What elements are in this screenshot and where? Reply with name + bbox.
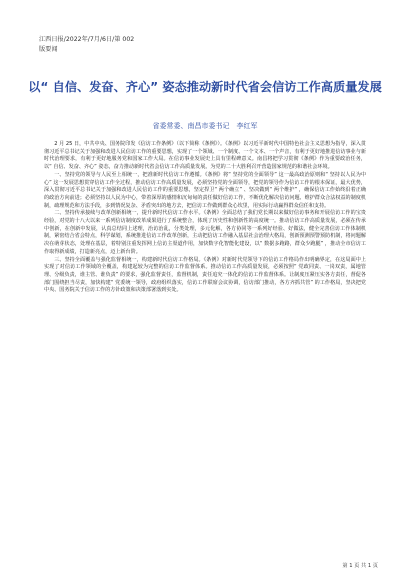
paragraph: 一、坚持党的领导与人民至上相统一，把准新时代信访工作遵循。《条例》将“ 坚持党的全面领导” 这一最高政治原则和“ 坚持以人民为中心” 这一发展思想贯穿信访工作全过程，推动信访工作高质量发展，必须坚持党的全面领导，把党的领导作为信访工作的根本保证，最大优势，深入贯彻习近平总书记关于加强和改进人民信访工作的重要思想，坚定捍卫“ 两个确立” 、坚决做到“ 两个维护” ，确保信访工作始终沿着正确的政治方向前进；必须坚持以人民为中心，带着深厚的感情和沉甸甸的责任做好信访工作，不断优化解决信访问题、维护群众合法权益的制度机制，疏理规范和方法手段，多到情况复杂、矛盾突出的地方去，把信访工作做到群众心坎里，用实际行动赢得群众信任和支持。 — [44, 171, 366, 209]
header-source-line: 江西日报/2022年/7月/6日/第 002 — [39, 36, 135, 43]
article-title: 以“ 自信、发奋、齐心” 姿态推动新时代省会信访工作高质量发展 — [28, 80, 382, 94]
newspaper-header — [39, 35, 134, 55]
page-number: 第 1 页 共 1 页 — [342, 563, 378, 569]
paragraph: 2 月 25 日，中共中央、国务院印发《信访工作条例》（以下简称《条例》）。《条例》以习近平新时代中国特色社会主义思想为指导，深入贯彻习近平总书记关于加强和改进人民信访工作的重要思想，实现了一个领域、一个制度、一个文本、一个声音，有利于更好地推进信访事业与新时代治理要求，有利于更好地服务党和国家工作大局。在信访事业发展史上具有里程碑意义。南昌将把学习贯彻《条例》作为重要政治任务，以“ 自信、发奋、齐心” 姿态，奋力推动新时代省会信访工作高质量发展。为党的二十大胜利召开营造国家规范的和谐社会环境。 — [44, 141, 366, 171]
article-body — [44, 141, 366, 295]
article-byline: 省委常委、南昌市委书记 李红军 — [152, 122, 258, 130]
paragraph: 二、坚持传承接续与改革创新相统一，提升新时代信访工作水平。《条例》全面总结了我们党长期以来做好信访事务和开展信访工作的宝贵经验，对党的十八大以来一系列信访制度改革成果进行了系统整合，体现了历史性和创新性的高度统一。推动信访工作高质量发展，必须在传承中创新，在创新中发展，认真总结同上述理，治访治乱，分类处理，多元化解，各方协同等一系列好经验、好做法，健全完善信访工作体制机制，紧密结合省会特点，科学谋划，系统推进信访工作改革创新，主动把信访工作融入基层社会治理大格局，创新预测预警预防机制，将问题解决在萌芽状态，处理在基层，着特别注重发挥网上信访主渠道作用，加快数字化智能化建设，以“ 数据多跑路，群众少跑腿” ，推动全市信访工作取得新成绩，打造新亮点，迈上新台阶。 — [44, 210, 366, 255]
header-section-line: 版要闻 — [39, 46, 58, 53]
paragraph: 三、坚持全面覆盖与强化监督相统一，构建新时代信访工作格局。《条例》对新时代党领导下的信访工作格局作出明确界定，在这局面中上实现了对信访工作领域的全覆盖，构建起较为完整的信访工作监督体系。推动信访工作高质量发展，必须按照“ 党政同责、一岗双责，属地管理、分级负责，谁主管、谁负责” 的要求，强化监督责任，监督机制，责任追究一体化的信访工作监督体系。让制度压紧压实各方责任，督促各部门围绕担当尽责，加快构建“ 党委统一领导，政府组织落实，信访工作联席会议协调，信访部门推动，各方齐抓共管” 的工作格局，坚决把党中央、国务院关于信访工作的方针政策和决策部署落到实处。 — [44, 256, 366, 294]
